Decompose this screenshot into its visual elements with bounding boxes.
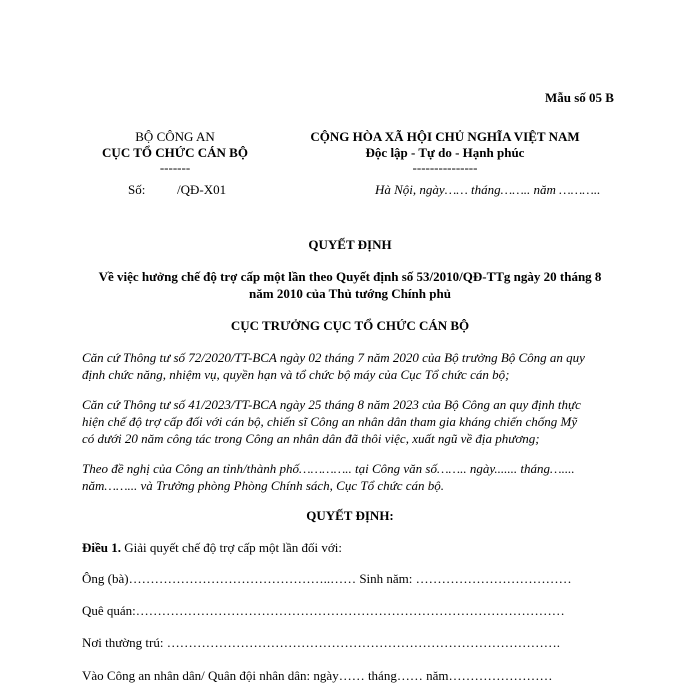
- subject-line-2: năm 2010 của Thủ tướng Chính phủ: [249, 286, 451, 301]
- article-1: [82, 540, 342, 556]
- proposal-basis-line-2: năm……... và Trưởng phòng Phòng Chính sách, Cục Tổ chức cán bộ.: [82, 478, 445, 493]
- residence-field: Nơi thường trú: ……………………………………………………………………………….: [82, 635, 560, 650]
- document-number-label: Số:: [128, 182, 146, 197]
- enlistment-date-field: Vào Công an nhân dân/ Quân đội nhân dân: ngày…… tháng…… năm……………………: [82, 668, 553, 683]
- legal-basis-1-line-1: Căn cứ Thông tư số 72/2020/TT-BCA ngày 02 tháng 7 năm 2020 của Bộ trưởng Bộ Công an quy: [82, 350, 585, 365]
- nation-motto: Độc lập - Tự do - Hạnh phúc: [365, 145, 525, 160]
- proposal-basis: [82, 460, 620, 494]
- authority-title: CỤC TRƯỞNG CỤC TỔ CHỨC CÁN BỘ: [230, 318, 470, 333]
- subject-line-1: Về việc hưởng chế độ trợ cấp một lần theo Quyết định số 53/2010/QĐ-TTg ngày 20 tháng 8: [98, 269, 602, 284]
- document-number-suffix: /QĐ-X01: [177, 182, 227, 197]
- form-code: Mẫu số 05 B: [545, 90, 614, 105]
- left-separator: -------: [159, 160, 191, 175]
- right-separator: ---------------: [412, 160, 478, 175]
- department-name: CỤC TỔ CHỨC CÁN BỘ: [102, 145, 248, 160]
- legal-basis-2-line-1: Căn cứ Thông tư số 41/2023/TT-BCA ngày 25 tháng 8 năm 2023 của Bộ Công an quy định thực: [82, 397, 581, 412]
- document-title: QUYẾT ĐỊNH: [308, 237, 392, 252]
- nation-title: CỘNG HÒA XÃ HỘI CHỦ NGHĨA VIỆT NAM: [310, 129, 580, 144]
- legal-basis-1-line-2: định chức năng, nhiệm vụ, quyền hạn và tổ chức bộ máy của Cục Tổ chức cán bộ;: [82, 367, 510, 382]
- ministry-name: BỘ CÔNG AN: [135, 129, 215, 144]
- name-birth-year-field: Ông (bà)………………………………………..…… Sinh năm: ………………………………: [82, 571, 572, 586]
- decision-heading: QUYẾT ĐỊNH:: [306, 508, 394, 523]
- legal-basis-2-line-3: có dưới 20 năm công tác trong Công an nhân dân đã thôi việc, xuất ngũ về địa phương;: [82, 431, 540, 446]
- legal-basis-1: [82, 349, 620, 383]
- proposal-basis-line-1: Theo đề nghị của Công an tỉnh/thành phố………….. tại Công văn số…….. ngày....... tháng…....: [82, 461, 575, 476]
- article-1-text: Giải quyết chế độ trợ cấp một lần đối với:: [121, 540, 342, 555]
- place-date: Hà Nội, ngày…… tháng…….. năm ………..: [375, 182, 601, 197]
- hometown-field: Quê quán:………………………………………………………………………………………: [82, 603, 565, 618]
- legal-basis-2: [82, 396, 620, 447]
- article-1-label: Điều 1.: [82, 540, 121, 555]
- legal-basis-2-line-2: hiện chế độ trợ cấp đối với cán bộ, chiến sĩ Công an nhân dân tham gia kháng chiến chống Mỹ: [82, 414, 578, 429]
